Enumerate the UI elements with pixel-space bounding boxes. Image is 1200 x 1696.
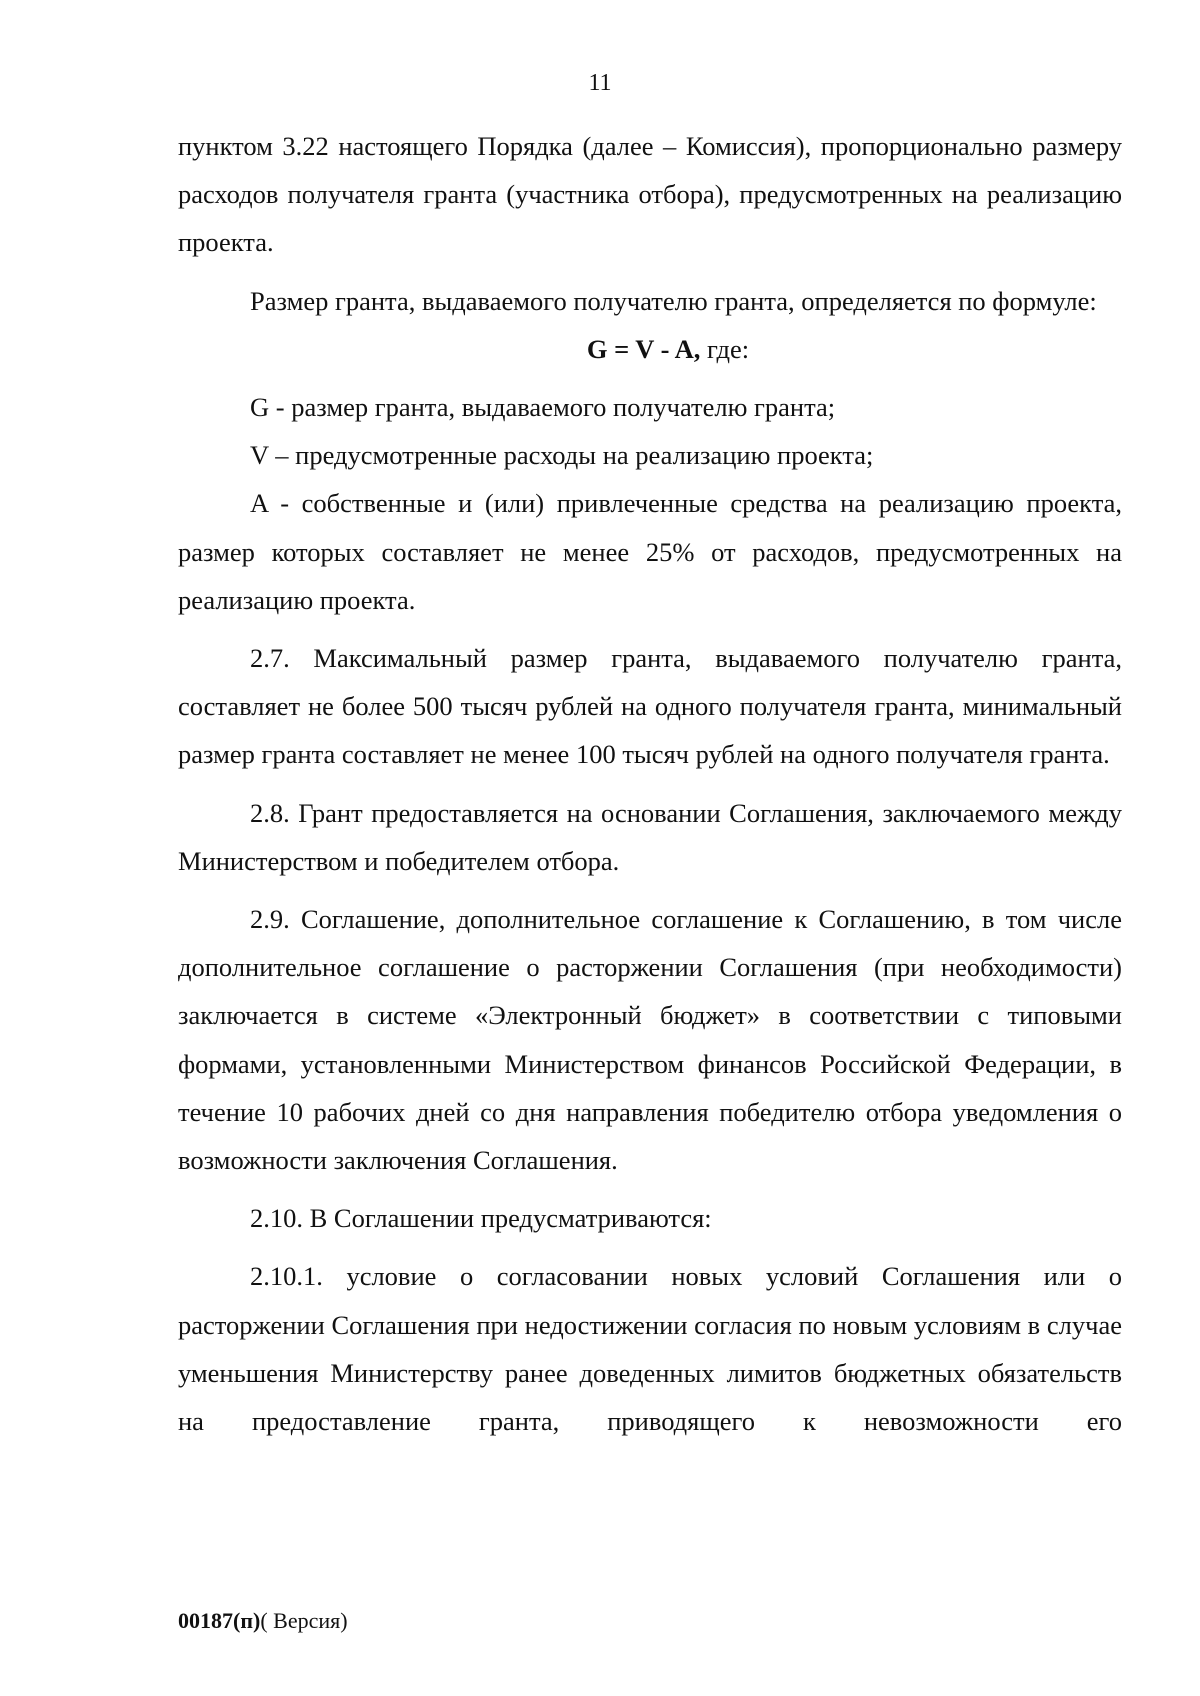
paragraph-2-7: 2.7. Максимальный размер гранта, выдаваемого получателю гранта, составляет не более 500 тысяч рублей на одного получателя гранта, минимальный размер гранта составляет не менее 100 тысяч рублей на одного получателя гранта. (178, 643, 1122, 770)
definition-v: V – предусмотренные расходы на реализацию проекта; (250, 440, 874, 471)
paragraph-commission: пунктом 3.22 настоящего Порядка (далее – Комиссия), пропорционально размеру расходов получателя гранта (участника отбора), предусмотренных на реализацию проекта. (178, 131, 1122, 258)
document-footer (178, 1608, 348, 1634)
definition-g: G - размер гранта, выдаваемого получателю гранта; (250, 392, 836, 423)
paragraph-2-8: 2.8. Грант предоставляется на основании Соглашения, заключаемого между Министерством и победителем отбора. (178, 797, 1122, 876)
grant-formula (178, 325, 1122, 373)
paragraph-2-10-1: 2.10.1. условие о согласовании новых условий Соглашения или о расторжении Соглашения при недостижении согласия по новым условиям в случае уменьшения Министерству ранее доведенных лимитов бюджетных обязательств на предоставление гранта, приводящего к невозможности его (178, 1261, 1122, 1437)
paragraph-grant-size-formula-intro: Размер гранта, выдаваемого получателю гранта, определяется по формуле: (250, 285, 1097, 316)
paragraph-2-9: 2.9. Соглашение, дополнительное соглашение к Соглашению, в том числе дополнительное соглашение о расторжении Соглашения (при необходимости) заключается в системе «Электронный бюджет» в соответствии с типовыми формами, установленными Министерством финансов Российской Федерации, в течение 10 рабочих дней со дня направления победителю отбора уведомления о возможности заключения Соглашения. (178, 904, 1122, 1176)
document-version: ( Версия) (260, 1608, 348, 1633)
paragraph-2-10: 2.10. В Соглашении предусматриваются: (250, 1203, 712, 1234)
page-number: 11 (588, 70, 612, 96)
definition-a: A - собственные и (или) привлеченные средства на реализацию проекта, размер которых составляет не менее 25% от расходов, предусмотренных на реализацию проекта. (178, 488, 1122, 615)
document-body (178, 122, 1122, 1445)
formula-where: где: (700, 333, 750, 364)
formula-expression: G = V - A, (586, 333, 701, 364)
document-code: 00187(п) (178, 1608, 261, 1633)
